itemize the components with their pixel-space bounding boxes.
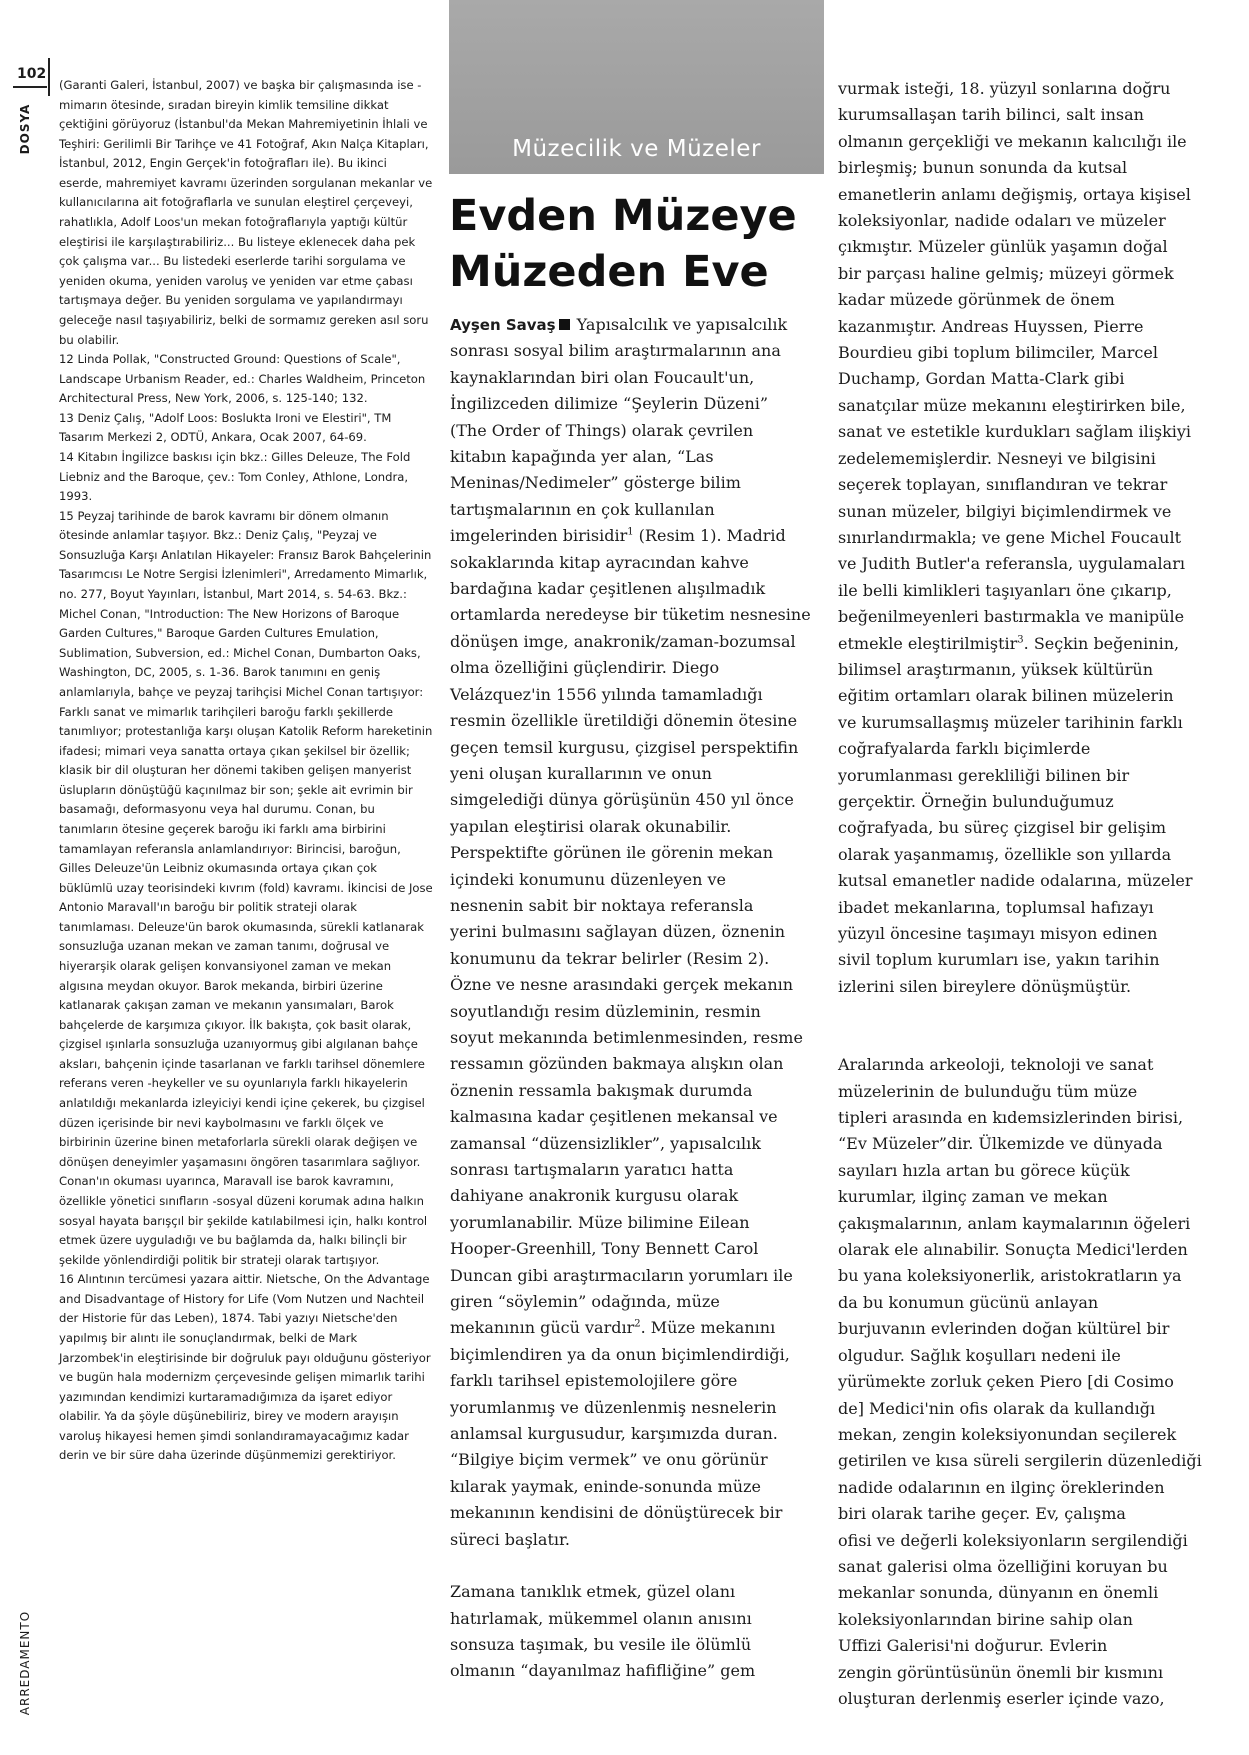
text-line: zamansal “düzensizlikler”, yapısalcılık bbox=[450, 1133, 761, 1153]
text-line: oluşturan derlenmiş eserler içinde vazo, bbox=[838, 1688, 1165, 1708]
text-line: sonrası tartışmaların yaratıcı hatta bbox=[450, 1160, 734, 1179]
author-name: Ayşen Savaş bbox=[450, 316, 556, 334]
text-line: burjuvanın evlerinden doğan kültürel bir bbox=[838, 1319, 1170, 1339]
text-line: çıkmıştır. Müzeler günlük yaşamın doğal bbox=[838, 237, 1168, 257]
text-line: Uffizi Galerisi'ni doğurur. Evlerin bbox=[838, 1636, 1108, 1656]
text-line: anlamsal kurgusudur, karşımızda duran. bbox=[450, 1424, 778, 1444]
magazine-label bbox=[12, 1600, 38, 1726]
text-line: koleksiyonlarından birine sahip olan bbox=[838, 1609, 1133, 1629]
text-segment: imgelerinden birisidir bbox=[450, 526, 628, 546]
text-line: Zamana tanıklık etmek, güzel olanı bbox=[450, 1582, 736, 1602]
text-line: birleşmiş; bunun sonunda da kutsal bbox=[838, 158, 1128, 178]
text-line: dahiyane anakronik kurgusu olarak bbox=[450, 1186, 739, 1206]
text-line: de] Medici'nin ofis olarak da kullandığı bbox=[838, 1398, 1156, 1418]
text-line: süreci başlatır. bbox=[450, 1529, 570, 1549]
footnotes-column bbox=[59, 76, 433, 1466]
text-line: kurumlar, ilginç zaman ve mekan bbox=[838, 1187, 1108, 1207]
text-line: kalmasına kadar çeşitlenen mekansal ve bbox=[450, 1107, 778, 1127]
text-line: Velázquez'in 1556 yılında tamamladığı bbox=[450, 684, 763, 704]
text-line: ibadet mekanlarına, toplumsal hafızayı bbox=[838, 897, 1154, 917]
text-line: yapılan eleştirisi olarak okunabilir. bbox=[450, 816, 732, 836]
text-line: sunan müzeler, bilgiyi biçimlendirmek ve bbox=[838, 501, 1172, 521]
text-line: çakışmalarının, anlam kaymalarının öğeleri bbox=[838, 1213, 1191, 1233]
text-line: olmanın “dayanılmaz hafifliğine” gem bbox=[450, 1661, 756, 1681]
text-line: seçerek toplayan, sınıflandıran ve tekrar bbox=[838, 475, 1168, 495]
text-line: İngilizceden dilimize “Şeylerin Düzeni” bbox=[450, 394, 769, 414]
text-line: yüzyıl öncesine taşımayı misyon edinen bbox=[838, 924, 1158, 943]
text-line: izlerini silen bireylere dönüşmüştür. bbox=[838, 976, 1132, 996]
section-banner bbox=[449, 0, 824, 174]
text-line: geçen temsil kurgusu, çizgisel perspektifin bbox=[450, 737, 799, 757]
text-line: sanat galerisi olma özelliğini koruyan bu bbox=[838, 1556, 1168, 1576]
text-line: coğrafyalarda farklı biçimlerde bbox=[838, 739, 1091, 759]
text-segment: (Resim 1). Madrid bbox=[633, 526, 786, 546]
text-line: yorumlanması gerekliliği bilinen bir bbox=[838, 765, 1130, 785]
text-line: nesnenin sabit bir noktaya referansla bbox=[450, 895, 754, 915]
text-line: konumunu da tekrar belirler (Resim 2). bbox=[450, 948, 770, 968]
text-line: yerini bulmasını sağlayan düzen, öznenin bbox=[450, 922, 786, 942]
text-line: gerçektir. Örneğin bulunduğumuz bbox=[838, 791, 1114, 811]
text-line: ve kurumsallaşmış müzeler tarihinin farklı bbox=[838, 712, 1183, 732]
text-line bbox=[450, 523, 820, 549]
text-line: getirilen ve kısa süreli sergilerin düzenlediği bbox=[838, 1451, 1202, 1471]
text-line: kitabın kapağında yer alan, “Las bbox=[450, 447, 714, 467]
paragraph-gap bbox=[838, 1026, 1210, 1052]
text-line: bir parçası haline gelmiş; müzeyi görmek bbox=[838, 263, 1174, 283]
text-line: kazanmıştır. Andreas Huyssen, Pierre bbox=[838, 316, 1144, 336]
footnote-13: 13 Deniz Çalış, "Adolf Loos: Boslukta Ironi ve Elestiri", TM Tasarım Merkezi 2, ODTÜ, Ankara, Ocak 2007, 64-69. bbox=[59, 410, 392, 445]
text-line: bu yana koleksiyonerlik, aristokratların ya bbox=[838, 1266, 1182, 1286]
article-column-right bbox=[838, 76, 1210, 1712]
text-line: olarak ele alınabilir. Sonuçta Medici'lerden bbox=[838, 1240, 1188, 1260]
text-line: dönüşen imge, anakronik/zaman-bozumsal bbox=[450, 631, 796, 651]
text-line: ile belli kimlikleri taşıyanları öne çıkarıp, bbox=[838, 580, 1172, 600]
text-line bbox=[838, 631, 1210, 657]
text-line: da bu konumun gücünü anlayan bbox=[838, 1292, 1099, 1312]
text-line: ofisi ve değerli koleksiyonların sergilendiği bbox=[838, 1530, 1188, 1550]
text-line: müzelerinin de bulunduğu tüm müze bbox=[838, 1081, 1138, 1101]
text-line: Duncan gibi araştırmacıların yorumları ile bbox=[450, 1265, 793, 1285]
footnote-16: 16 Alıntının tercümesi yazara aittir. Nietsche, On the Advantage and Disadvantage of History for Life (Vom Nutzen und Nachteil der Historie für das Leben), 1874. Tabi yazıyı Nietsche'den yapılmış bir alıntı ile sonuçlandırmak, belki de Mark Jarzombek'in eleştirisinde bir doğruluk payı olduğunu gösteriyor ve bugün hala modernizm çerçevesinde gelişen mimarlık tarihi yazımından kendimizi kurtaramadığımıza da işaret ediyor olabilir. Ya da şöyle düşünebiliriz, birey ve modern arayışın varoluş hikayesi hemen şimdi sonlandıramayacağımız kadar derin ve bir süre daha üzerinde düşünmemizi gerektiriyor. bbox=[59, 1272, 431, 1463]
text-line: “Bilgiye biçim vermek” ve onu görünür bbox=[450, 1450, 768, 1470]
text-line: mekanının kendisini de dönüştürecek bir bbox=[450, 1503, 783, 1523]
footnote-ref-2: 2 bbox=[634, 1319, 641, 1331]
text-line: coğrafyada, bu süreç çizgisel bir gelişim bbox=[838, 818, 1167, 838]
text-line: bilimsel araştırmanın, yüksek kültürün bbox=[838, 659, 1153, 679]
text-line: tipleri arasında en kıdemsizlerinden birisi, bbox=[838, 1108, 1184, 1128]
text-line: olarak yaşanmamış, özellikle son yıllarda bbox=[838, 844, 1172, 864]
text-line: yeni oluşan kurallarının ve onun bbox=[450, 763, 712, 783]
text-line: kılarak yaymak, eninde-sonunda müze bbox=[450, 1476, 761, 1496]
text-line: tartışmalarının en çok kullanılan bbox=[450, 499, 715, 519]
text-line: Bourdieu gibi toplum bilimciler, Marcel bbox=[838, 343, 1158, 363]
text-line: mekan, zengin koleksiyonundan seçilerek bbox=[838, 1424, 1177, 1444]
article-column-middle bbox=[450, 312, 820, 1685]
footnote-ref-1: 1 bbox=[627, 526, 634, 538]
text-line: yorumlanabilir. Müze bilimine Eilean bbox=[450, 1212, 750, 1232]
page-number: 102 bbox=[17, 66, 47, 82]
byline-line bbox=[450, 312, 820, 338]
text-line: simgelediği dünya görüşünün 450 yıl önce bbox=[450, 790, 794, 810]
page-number-rule bbox=[13, 86, 47, 88]
section-label bbox=[12, 94, 38, 164]
text-line: soyutlandığı resim düzleminin, resmin bbox=[450, 1001, 761, 1021]
text-line: zedelememişlerdir. Nesneyi ve bilgisini bbox=[838, 448, 1156, 468]
text-line: olmanın gerçekliği ve mekanın kalıcılığı ile bbox=[838, 131, 1187, 151]
text-line: ortamlarda neredeyse bir tüketim nesnesine bbox=[450, 605, 811, 625]
text-line: sonsuza taşımak, bu vesile ile ölümlü bbox=[450, 1634, 752, 1654]
text-line: Duchamp, Gordan Matta-Clark gibi bbox=[838, 369, 1125, 389]
text-line: sonrası sosyal bilim araştırmalarının ana bbox=[450, 341, 781, 361]
text-segment: . Seçkin beğeninin, bbox=[1023, 633, 1180, 653]
footnote-15: 15 Peyzaj tarihinde de barok kavramı bir dönem olmanın ötesinde anlamlar taşıyor. Bkz.: Deniz Çalış, "Peyzaj ve Sonsuzluğa Karşı Anlatılan Hikayeler: Fransız Barok Bahçelerinin Tasarımcısı Le Notre Sergisi İzlenimleri", Arredamento Mimarlık, no. 277, Boyut Yayınları, İstanbul, Mart 2014, s. 54-63. Bkz.: Michel Conan, "Introduction: The New Horizons of Baroque Garden Cultures," Baroque Garden Cultures Emulation, Sublimation, Subversion, ed.: Michel Conan, Dumbarton Oaks, Washington, DC, 2005, s. 1-36. Barok tanımını en geniş anlamlarıyla, bahçe ve peyzaj tarihçisi Michel Conan tartışıyor: Farklı sanat ve mimarlık tarihçileri baroğu farklı şekillerde tanımlıyor; protestanlığa karşı oluşan Katolik Reform hareketinin ifadesi; mimari veya sanatta ortaya çıkan şekilsel bir özellik; klasik bir dil oluşturan her dönemi takiben gelişen manyerist üslupların dönüştüğü kaçınılmaz bir son; şekle ait evrimin bir basamağı, deformasyonu veya hal durumu. Conan, bu tanımların ötesine geçerek baroğu iki farklı ama birbirini tamamlayan referansla anlamlandırıyor: Birincisi, baroğun, Gilles Deleuze'ün Leibniz okumasında ortaya çıkan çok büklümlü uzay teorisindeki kıvrım (fold) kavramı. İkincisi de Jose Antonio Maravall'ın baroğu bir politik strateji olarak tanımlaması. Deleuze'ün barok okumasında, sürekli katlanarak sonsuzluğa uzanan mekan ve zaman tanımı, doğrusal ve hiyerarşik olarak gelişen konvansiyonel zaman ve mekan algısına meydan okuyor. Barok mekanda, birbiri üzerine katlanarak çakışan zaman ve mekanın yansımaları, Barok bahçelerde de karşımıza çıkıyor. İlk bakışta, çok basit olarak, çizgisel ışınlarla sonsuzluğa uzanıyormuş gibi algılanan bahçe aksları, bahçenin içinde tasarlanan ve farklı tarihsel dönemlere referans veren -heykeller ve su oyunlarıyla farklı hikayelerin anlatıldığı mekanlarda izleyiciyi kendi içine çekerek, bu çizgisel düzen içerisinde bir nevi kaybolmasını ve farklı ölçek ve birbirinin üzerine binen metaforlarla sürekli olarak değişen ve dönüşen deneyimler yaşamasını öngören tasarımlara sağlıyor. Conan'ın okuması uyarınca, Maravall ise barok kavramını, özellikle yönetici sınıfların -sosyal düzeni korumak adına halkın sosyal hayata barışçıl bir şekilde katılabilmesi için, halkı kontrol etmek üzere uyguladığı ve bu bağlamda da, halkı bilinçli bir şekilde yönlendirdiği politik bir strateji olarak tartışıyor. bbox=[59, 508, 433, 1267]
text-line: öznenin ressamla bakışmak durumda bbox=[450, 1080, 753, 1100]
text-line: Aralarında arkeoloji, teknoloji ve sanat bbox=[838, 1055, 1154, 1075]
text-line: emanetlerin anlamı değişmiş, ortaya kişisel bbox=[838, 184, 1191, 204]
text-line: kutsal emanetler nadide odalarına, müzeler bbox=[838, 871, 1193, 891]
text-line: kadar müzede görünmek de önem bbox=[838, 290, 1115, 310]
footnote-12: 12 Linda Pollak, "Constructed Ground: Questions of Scale", Landscape Urbanism Reader, ed.: Charles Waldheim, Princeton Architectural Press, New York, 2006, s. 125-140; 132. bbox=[59, 352, 426, 406]
text-line: sınırlandırmakla; ve gene Michel Foucault bbox=[838, 527, 1182, 547]
text-line: kurumsallaşan tarih bilinci, salt insan bbox=[838, 105, 1144, 125]
footnote-ref-3: 3 bbox=[1017, 634, 1024, 646]
text-line: Özne ve nesne arasındaki gerçek mekanın bbox=[450, 975, 794, 995]
text-line: beğenilmeyenleri bastırmakla ve manipüle bbox=[838, 607, 1185, 627]
text-line: eğitim ortamları olarak bilinen müzelerin bbox=[838, 686, 1174, 706]
text-line: sanat ve estetikle kurdukları sağlam ilişkiyi bbox=[838, 422, 1192, 442]
text-line: Yapısalcılık ve yapısalcılık bbox=[576, 315, 788, 334]
text-line: bardağına kadar çeşitlenen alışılmadık bbox=[450, 579, 766, 599]
text-line: resmin özellikle üretildiği dönemin ötesine bbox=[450, 711, 798, 731]
text-line: hatırlamak, mükemmel olanın anısını bbox=[450, 1608, 752, 1628]
text-line: biri olarak tarihe geçer. Ev, çalışma bbox=[838, 1504, 1126, 1524]
text-line: soyut mekanında betimlenmesinden, resme bbox=[450, 1027, 803, 1047]
byline-square-icon bbox=[559, 319, 570, 330]
paragraph-gap bbox=[450, 1553, 820, 1579]
text-line: biçimlendiren ya da onun biçimlendirdiği, bbox=[450, 1344, 790, 1364]
text-line: sayıları hızla artan bu görece küçük bbox=[838, 1160, 1130, 1180]
banner-title: Müzecilik ve Müzeler bbox=[512, 136, 761, 162]
headline-line-2: Müzeden Eve bbox=[449, 247, 769, 297]
text-line: (The Order of Things) olarak çevrilen bbox=[450, 420, 754, 440]
text-segment: mekanının gücü vardır bbox=[450, 1318, 635, 1338]
text-line: mekanlar sonunda, dünyanın en önemli bbox=[838, 1583, 1159, 1603]
text-line: nadide odalarının en ilginç öreklerinden bbox=[838, 1477, 1165, 1497]
text-line: Hooper-Greenhill, Tony Bennett Carol bbox=[450, 1239, 759, 1259]
paragraph-gap bbox=[838, 1000, 1210, 1026]
text-line: farklı tarihsel epistemolojilere göre bbox=[450, 1371, 738, 1391]
text-line: içindeki konumunu düzenleyen ve bbox=[450, 869, 726, 889]
text-line: kaynaklarından biri olan Foucault'un, bbox=[450, 367, 755, 387]
text-line: olma özelliğini güçlendirir. Diego bbox=[450, 658, 720, 678]
text-line: “Ev Müzeler”dir. Ülkemizde ve dünyada bbox=[838, 1134, 1163, 1154]
text-line: sokaklarında kitap ayracından kahve bbox=[450, 552, 749, 572]
text-line: Meninas/Nedimeler” gösterge bilim bbox=[450, 473, 741, 493]
section-label-text: DOSYA bbox=[18, 103, 32, 155]
footnote-11-cont: (Garanti Galeri, İstanbul, 2007) ve başka bir çalışmasında ise - mimarın ötesinde, sıradan bireyin kimlik temsiline dikkat çektiğini görüyoruz (İstanbul'da Mekan Mahremiyetinin İhlali ve Teşhiri: Gerilimli Bir Tarihçe ve 41 Fotoğraf, Akın Nalça Kitapları, İstanbul, 2012, Engin Gerçek'in fotoğrafları ile). Bu ikinci eserde, mahremiyet kavramı üzerinden sorgulanan mekanlar ve kullanıcılarına ait fotoğraflarla ve sunulan eleştirel çerçeveyi, rahatlıkla, Adolf Loos'un mekan fotoğraflarıyla yaptığı kültür eleştirisi ile karşılaştırabiliriz... Bu listeye eklenecek daha pek çok çalışma var... Bu listedeki eserlerde tarihi sorgulama ve yeniden okuma, yeniden varoluş ve yeniden var etme çabası tartışmaya değer. Bu yeniden sorgulama ve yapılandırmayı geleceğe nasıl taşıyabiliriz, belki de sormamız gereken asıl soru bu olabilir. bbox=[59, 78, 433, 347]
text-line: olgudur. Sağlık koşulları nedeni ile bbox=[838, 1345, 1121, 1365]
text-line: giren “söylemin” odağında, müze bbox=[450, 1292, 720, 1312]
text-line: ressamın gözünden bakmaya alışkın olan bbox=[450, 1054, 784, 1074]
magazine-label-text: ARREDAMENTO bbox=[18, 1610, 32, 1716]
text-line: sanatçılar müze mekanını eleştirirken bile, bbox=[838, 395, 1186, 415]
headline-line-1: Evden Müzeye bbox=[449, 191, 797, 241]
text-line: ve Judith Butler'a referansla, uygulamaları bbox=[838, 554, 1185, 574]
text-line: Perspektifte görünen ile görenin mekan bbox=[450, 843, 773, 863]
text-line: vurmak isteği, 18. yüzyıl sonlarına doğru bbox=[838, 79, 1171, 98]
article-headline bbox=[449, 188, 829, 300]
text-line: sivil toplum kurumları ise, yakın tarihin bbox=[838, 950, 1160, 970]
text-line bbox=[450, 1315, 820, 1341]
text-segment: etmekle eleştirilmiştir bbox=[838, 633, 1018, 653]
text-line: zengin görüntüsünün önemli bir kısmını bbox=[838, 1662, 1164, 1682]
text-line: yorumlanmış ve düzenlenmiş nesnelerin bbox=[450, 1397, 777, 1417]
footnote-14: 14 Kitabın İngilizce baskısı için bkz.: Gilles Deleuze, The Fold Liebniz and the Baroque, çev.: Tom Conley, Athlone, Londra, 1993. bbox=[59, 449, 411, 504]
text-line: koleksiyonlar, nadide odaları ve müzeler bbox=[838, 211, 1166, 231]
margin-rule bbox=[48, 58, 50, 96]
text-segment: . Müze mekanını bbox=[640, 1318, 776, 1338]
text-line: yürümekte zorluk çeken Piero [di Cosimo bbox=[838, 1372, 1174, 1392]
